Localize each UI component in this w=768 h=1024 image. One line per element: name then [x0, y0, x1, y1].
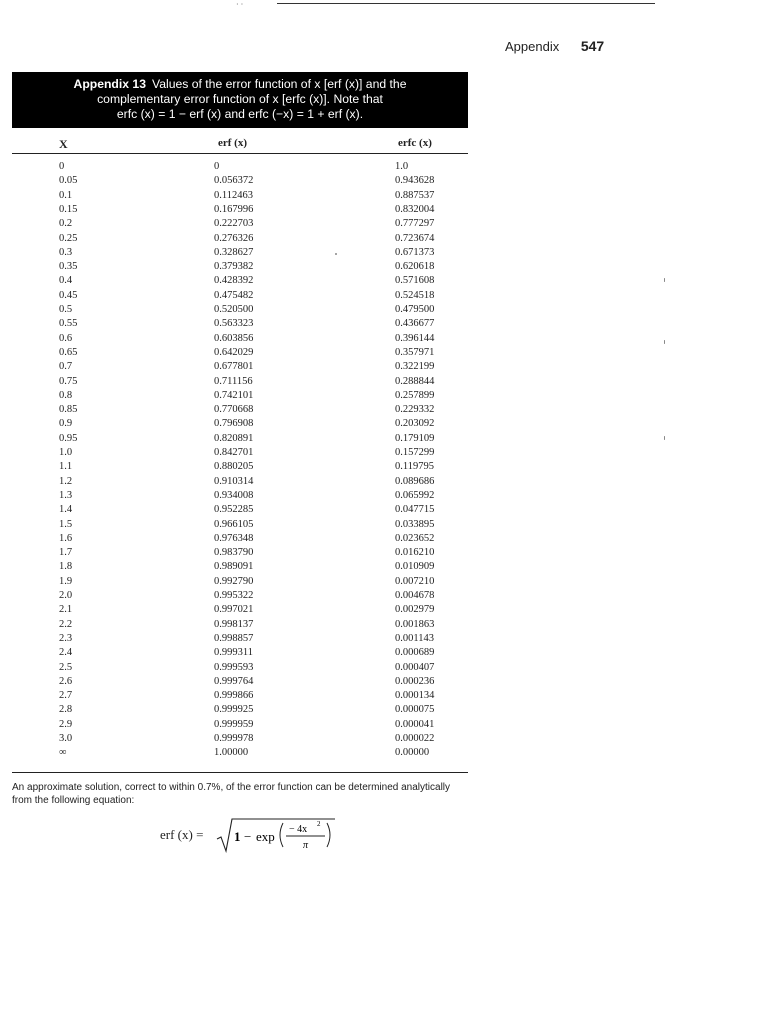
cell-erf: 0.999959 [214, 718, 254, 730]
cell-erf: 0.711156 [214, 375, 253, 387]
cell-x: 2.5 [59, 661, 73, 673]
cell-erfc: 0.000236 [395, 675, 435, 687]
cell-x: 1.9 [59, 575, 73, 587]
cell-erf: 0.999311 [214, 647, 253, 659]
cell-x: 0 [59, 161, 65, 172]
cell-erf: 0.998137 [214, 618, 254, 630]
cell-x: 0.1 [59, 189, 73, 201]
cell-erfc: 0.436677 [395, 318, 435, 330]
cell-x: 0.8 [59, 389, 73, 401]
cell-erfc: 0.023652 [395, 532, 435, 544]
cell-x: 0.4 [59, 275, 73, 287]
table-bottom-rule [12, 772, 468, 773]
cell-erf: 0.952285 [214, 504, 254, 516]
cell-x: 1.5 [59, 518, 73, 530]
cell-x: 0.7 [59, 361, 73, 373]
formula-minus: − [244, 829, 252, 844]
cell-erfc: 0.479500 [395, 304, 435, 315]
cell-erf: 0.966105 [214, 518, 254, 530]
cell-erf: 0.995322 [214, 590, 254, 601]
cell-erf: 0.796908 [214, 418, 254, 430]
cell-x: 2.6 [59, 675, 73, 687]
table-caption [12, 72, 468, 128]
cell-erfc: 0.001863 [395, 618, 435, 630]
cell-x: ∞ [59, 747, 67, 759]
cell-x: 0.2 [59, 218, 73, 230]
cell-erf: 0.983790 [214, 547, 254, 559]
cell-erfc: 0.620618 [395, 261, 435, 273]
cell-erfc: 0.723674 [395, 232, 435, 244]
cell-x: 0.25 [59, 232, 78, 244]
cell-erf: 0.934008 [214, 489, 254, 501]
cell-x: 0.45 [59, 289, 78, 301]
cell-x: 2.9 [59, 718, 73, 730]
cell-erfc: 0.016210 [395, 547, 435, 559]
cell-erf: 0.820891 [214, 432, 254, 444]
cell-erfc: 0.000407 [395, 661, 435, 673]
cell-x: 2.7 [59, 690, 73, 702]
page-number: 547 [580, 38, 605, 54]
cell-x: 3.0 [59, 733, 73, 744]
cell-x: 0.65 [59, 346, 78, 358]
top-rule [277, 3, 655, 4]
scan-speck [335, 253, 337, 255]
cell-erfc: 0.065992 [395, 489, 435, 501]
cell-x: 0.35 [59, 261, 78, 273]
cell-erf: 0.998857 [214, 632, 254, 644]
formula-radical [160, 815, 360, 857]
formula-numerator: − 4x [289, 824, 308, 835]
cell-erf: 0.379382 [214, 261, 254, 273]
cell-erf: 0.475482 [214, 289, 254, 301]
formula-lhs: erf (x) = [160, 827, 204, 842]
cell-x: 0.15 [59, 203, 78, 215]
cell-erfc: 0.203092 [395, 418, 435, 430]
cell-x: 2.0 [59, 590, 73, 601]
cell-erfc: 0.179109 [395, 432, 435, 444]
cell-erfc: 0.671373 [395, 246, 435, 258]
cell-erfc: 0.010909 [395, 561, 435, 573]
cell-erf: 0.999593 [214, 661, 254, 673]
cell-erf: 0 [214, 161, 220, 172]
cell-erfc: 0.229332 [395, 404, 435, 416]
cell-x: 1.6 [59, 532, 73, 544]
cell-erfc: 0.047715 [395, 504, 435, 516]
caption-text-1: Values of the error function of x [erf (x)] and the [151, 77, 407, 91]
cell-erfc: 0.033895 [395, 518, 435, 530]
formula-exp: exp [256, 829, 275, 844]
cell-x: 0.3 [59, 246, 73, 258]
cell-erf: 0.992790 [214, 575, 254, 587]
caption-label: Appendix 13 [73, 77, 146, 91]
column-header-erfc: erfc (x) [398, 137, 432, 149]
cell-erfc: 0.777297 [395, 218, 435, 230]
caption-line-2: complementary error function of x [erfc (x)]. Note that [97, 92, 383, 106]
cell-x: 2.3 [59, 632, 73, 644]
cell-x: 2.1 [59, 604, 73, 616]
cell-erfc: 0.396144 [395, 332, 435, 344]
formula-one: 1 [234, 829, 241, 844]
cell-erfc: 0.157299 [395, 447, 435, 458]
cell-erf: 0.428392 [214, 275, 254, 287]
cell-erf: 0.328627 [214, 246, 254, 258]
caption-line-1 [12, 77, 468, 92]
cell-erf: 0.222703 [214, 218, 254, 230]
cell-erfc: 0.004678 [395, 590, 435, 601]
cell-erfc: 0.288844 [395, 375, 435, 387]
cell-erfc: 0.000075 [395, 704, 435, 716]
scan-speck [664, 436, 665, 440]
running-head-section: Appendix [505, 39, 560, 54]
cell-erf: 0.770668 [214, 404, 254, 416]
cell-erf: 0.603856 [214, 332, 254, 344]
cell-x: 2.4 [59, 647, 73, 659]
cell-erfc: 0.322199 [395, 361, 435, 373]
cell-x: 2.2 [59, 618, 73, 630]
cell-erfc: 1.0 [395, 161, 409, 172]
cell-erf: 0.642029 [214, 346, 254, 358]
cell-erf: 0.276326 [214, 232, 254, 244]
cell-x: 0.85 [59, 404, 78, 416]
cell-erf: 0.997021 [214, 604, 254, 616]
cell-erf: 0.167996 [214, 203, 254, 215]
cell-erfc: 0.002979 [395, 604, 435, 616]
cell-x: 1.8 [59, 561, 73, 573]
cell-erf: 0.842701 [214, 447, 254, 458]
cell-x: 1.3 [59, 489, 73, 501]
scan-mark: · · [236, 0, 244, 9]
approximation-note [12, 782, 482, 807]
cell-erf: 0.056372 [214, 175, 254, 187]
cell-erfc: 0.943628 [395, 175, 435, 187]
cell-x: 1.7 [59, 547, 73, 559]
cell-erfc: 0.257899 [395, 389, 435, 401]
cell-erf: 0.910314 [214, 475, 254, 487]
cell-erf: 0.999764 [214, 675, 254, 687]
cell-x: 0.9 [59, 418, 73, 430]
cell-x: 2.8 [59, 704, 73, 716]
formula-denominator: π [303, 840, 309, 851]
cell-x: 0.05 [59, 175, 78, 187]
cell-erf: 0.742101 [214, 389, 254, 401]
cell-erf: 0.976348 [214, 532, 254, 544]
cell-x: 0.55 [59, 318, 78, 330]
cell-erfc: 0.007210 [395, 575, 435, 587]
cell-erf: 0.999925 [214, 704, 254, 716]
cell-erf: 0.880205 [214, 461, 254, 473]
cell-x: 0.75 [59, 375, 78, 387]
cell-erfc: 0.001143 [395, 632, 434, 644]
note-line-2: from the following equation: [12, 794, 135, 806]
cell-erf: 0.563323 [214, 318, 254, 330]
column-header-erf: erf (x) [218, 137, 248, 149]
cell-erf: 1.00000 [214, 747, 249, 759]
cell-erf: 0.999978 [214, 733, 254, 744]
cell-erfc: 0.524518 [395, 289, 435, 301]
cell-x: 0.5 [59, 304, 73, 315]
header-rule [12, 153, 468, 154]
formula-exponent: 2 [317, 820, 321, 828]
cell-erfc: 0.000022 [395, 733, 435, 744]
cell-x: 1.0 [59, 447, 73, 458]
cell-x: 0.95 [59, 432, 78, 444]
cell-erfc: 0.00000 [395, 747, 430, 759]
cell-erfc: 0.571608 [395, 275, 435, 287]
cell-erfc: 0.357971 [395, 346, 435, 358]
running-head [505, 38, 604, 54]
cell-erf: 0.989091 [214, 561, 254, 573]
column-header-x: X [59, 137, 68, 151]
cell-erfc: 0.000134 [395, 690, 435, 702]
cell-erfc: 0.089686 [395, 475, 435, 487]
cell-x: 1.4 [59, 504, 73, 516]
cell-erf: 0.677801 [214, 361, 254, 373]
cell-erfc: 0.000689 [395, 647, 435, 659]
note-line-1: An approximate solution, correct to within 0.7%, of the error function can be determined analytically [12, 782, 451, 793]
caption-line-3: erfc (x) = 1 − erf (x) and erfc (−x) = 1 + erf (x). [116, 107, 364, 121]
cell-erf: 0.520500 [214, 304, 254, 315]
cell-erfc: 0.887537 [395, 189, 435, 201]
scan-speck [664, 340, 665, 344]
cell-erfc: 0.000041 [395, 718, 435, 730]
cell-erf: 0.999866 [214, 690, 254, 702]
cell-erf: 0.112463 [214, 189, 253, 201]
cell-erfc: 0.119795 [395, 461, 434, 473]
scan-speck [664, 278, 665, 282]
cell-x: 0.6 [59, 332, 73, 344]
cell-x: 1.1 [59, 461, 73, 473]
cell-x: 1.2 [59, 475, 73, 487]
cell-erfc: 0.832004 [395, 203, 435, 215]
